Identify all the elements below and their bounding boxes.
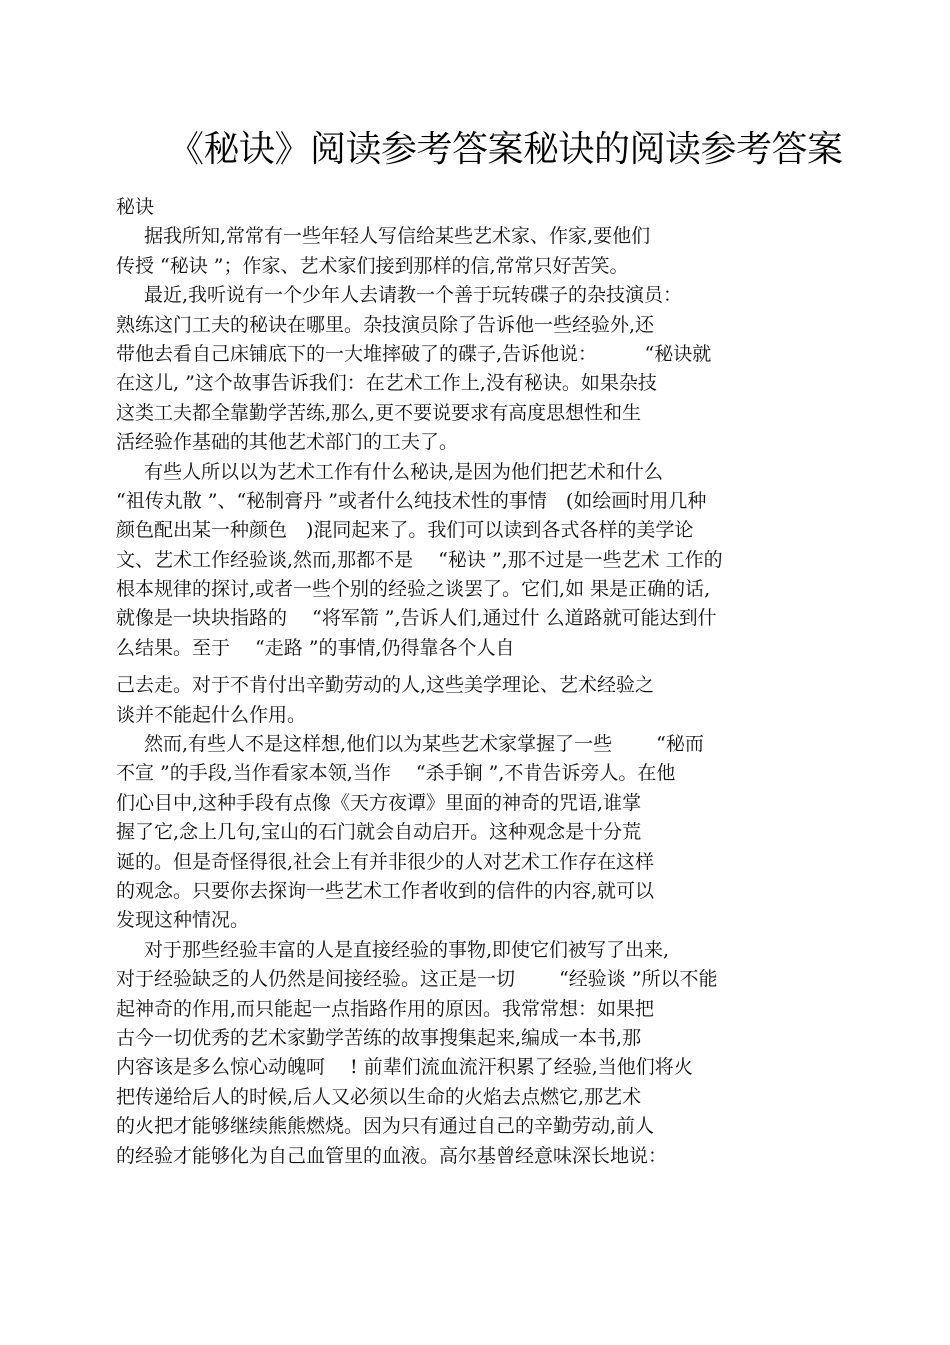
section-heading: 秘诀 [116,196,155,218]
paragraph-4-line-1: 然而,有些人不是这样想,他们以为某些艺术家掌握了一些 “秘而 [144,733,704,756]
paragraph-4-line-3: 们心目中,这种手段有点像《天方夜谭》里面的神奇的咒语,谁掌 [116,791,642,814]
paragraph-2-line-2: 熟练这门工夫的秘诀在哪里。杂技演员除了告诉他一些经验外,还 [116,313,655,336]
paragraph-3-line-7: 么结果。至于 “走路 ”的事情,仍得靠各个人自 [116,636,515,659]
paragraph-4-line-6: 的观念。只要你去探询一些艺术工作者收到的信件的内容,就可以 [116,879,655,902]
document-title: 《秘诀》阅读参考答案秘诀的阅读参考答案 [168,129,843,170]
paragraph-3-line-3: 颜色配出某一种颜色 )混同起来了。我们可以读到各式各样的美学论 [116,519,694,542]
paragraph-3-line-8: 己去走。对于不肯付出辛勤劳动的人,这些美学理论、艺术经验之 [116,674,655,697]
paragraph-4-line-4: 握了它,念上几句,宝山的石门就会自动启开。这种观念是十分荒 [116,821,642,844]
paragraph-5-line-7: 的火把才能够继续熊熊燃烧。因为只有通过自己的辛勤劳动,前人 [116,1115,655,1138]
paragraph-5-line-8: 的经验才能够化为自己血管里的血液。高尔基曾经意味深长地说： [116,1144,668,1167]
paragraph-2-line-1: 最近,我听说有一个少年人去请教一个善于玩转碟子的杂技演员： [144,284,683,307]
document-body [116,193,816,1171]
paragraph-3-line-2: “祖传丸散 ”、“秘制膏丹 ”或者什么纯技术性的事情 (如绘画时用几种 [116,489,707,512]
paragraph-2-line-4: 在这儿, ”这个故事告诉我们：在艺术工作上,没有秘诀。如果杂技 [116,372,657,395]
paragraph-2-line-3: 带他去看自己床铺底下的一大堆摔破了的碟子,告诉他说： “秘诀就 [116,342,712,365]
paragraph-5-line-3: 起神奇的作用,而只能起一点指路作用的原因。我常常想：如果把 [116,997,655,1020]
paragraph-2-line-5: 这类工夫都全靠勤学苦练,那么,更不要说要求有高度思想性和生 [116,401,642,424]
paragraph-5-line-6: 把传递给后人的时候,后人又必须以生命的火焰去点燃它,那艺术 [116,1085,642,1108]
paragraph-3-line-4: 文、艺术工作经验谈,然而,那都不是 “秘诀 ”,那不过是一些艺术 工作的 [116,548,723,571]
paragraph-5-line-4: 古今一切优秀的艺术家勤学苦练的故事搜集起来,编成一本书,那 [116,1026,642,1049]
paragraph-3-line-9: 谈并不能起什么作用。 [116,703,307,726]
paragraph-4-line-5: 诞的。但是奇怪得很,社会上有并非很少的人对艺术工作存在这样 [116,850,655,873]
paragraph-3-line-5: 根本规律的探讨,或者一些个别的经验之谈罢了。它们,如 果是正确的话, [116,578,711,601]
paragraph-3-line-6: 就像是一块块指路的 “将军箭 ”,告诉人们,通过什 么道路就可能达到什 [116,607,717,630]
paragraph-3-line-1: 有些人所以以为艺术工作有什么秘诀,是因为他们把艺术和什么 [144,460,664,483]
paragraph-5-line-1: 对于那些经验丰富的人是直接经验的事物,即使它们被写了出来, [144,938,670,961]
paragraph-4-line-2: 不宣 ”的手段,当作看家本领,当作 “杀手锏 ”,不肯告诉旁人。在他 [116,762,676,785]
paragraph-1-line-1: 据我所知,常常有一些年轻人写信给某些艺术家、作家,要他们 [144,225,651,248]
paragraph-4-line-7: 发现这种情况。 [116,909,250,932]
paragraph-5-line-5: 内容该是多么惊心动魄呵 ! 前辈们流血流汗积累了经验,当他们将火 [116,1056,693,1079]
paragraph-1-line-2: 传授 “秘诀 ”；作家、艺术家们接到那样的信,常常只好苦笑。 [116,254,629,277]
paragraph-5-line-2: 对于经验缺乏的人仍然是间接经验。这正是一切 “经验谈 ”所以不能 [116,968,718,991]
paragraph-2-line-6: 活经验作基础的其他艺术部门的工夫了。 [116,431,459,454]
